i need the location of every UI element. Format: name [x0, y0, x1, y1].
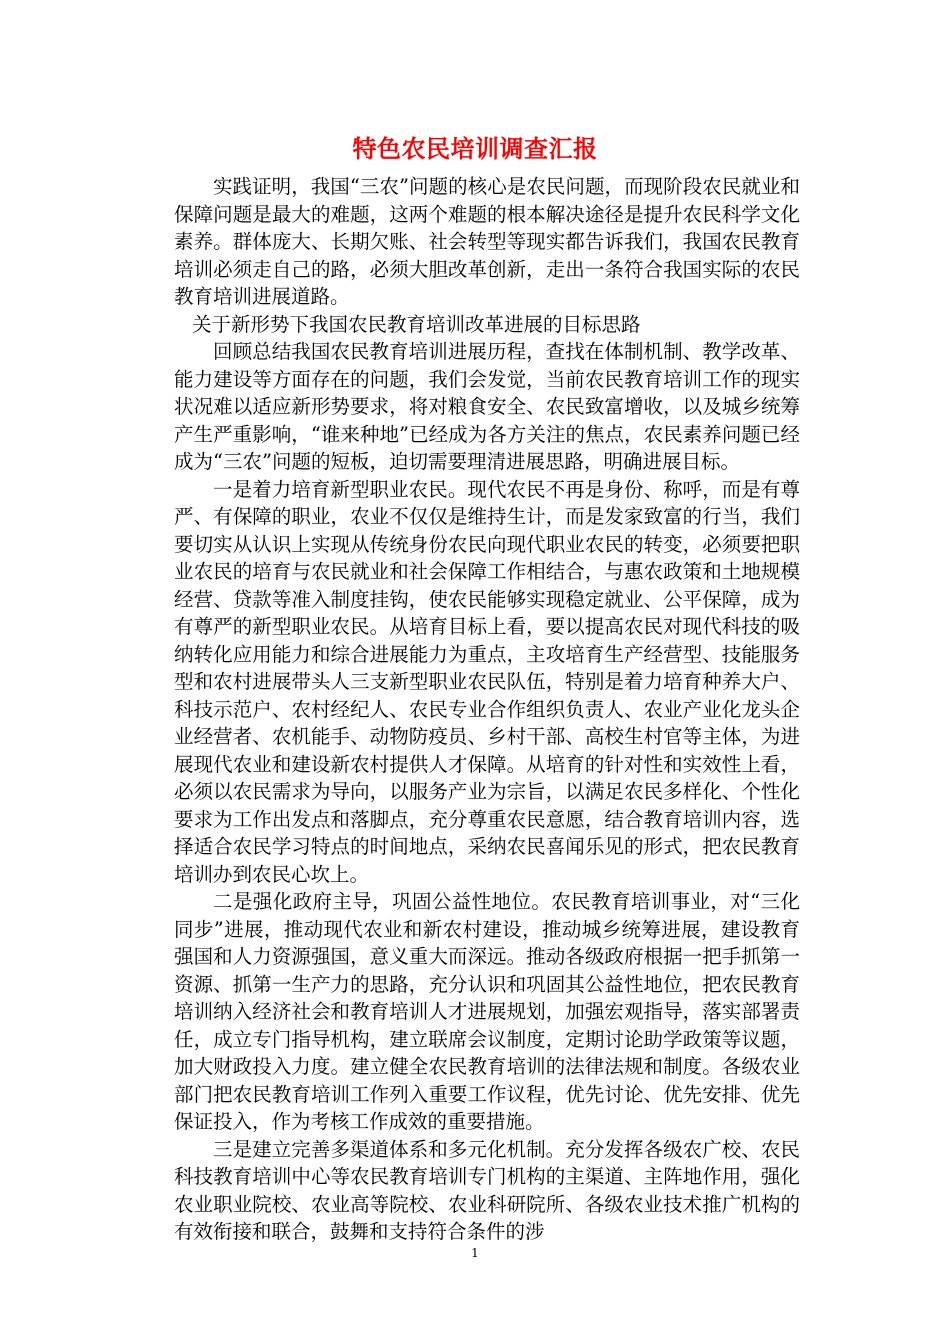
paragraph-point-one: 一是着力培育新型职业农民。现代农民不再是身份、称呼，而是有尊严、有保障的职业，农业不仅仅是维持生计，而是发家致富的行当，我们要切实从认识上实现从传统身份农民向现代职业农民的转变，必须要把职业农民的培育与农民就业和社会保障工作相结合，与惠农政策和土地规模经营、贷款等准入制度挂钩，使农民能够实现稳定就业、公平保障，成为有尊严的新型职业农民。从培育目标上看，要以提高农民对现代科技的吸纳转化应用能力和综合进展能力为重点，主攻培育生产经营型、技能服务型和农村进展带头人三支新型职业农民队伍，特别是着力培育种养大户、科技示范户、农村经纪人、农民专业合作组织负责人、农业产业化龙头企业经营者、农机能手、动物防疫员、乡村干部、高校生村官等主体，为进展现代农业和建设新农村提供人才保障。从培育的针对性和实效性上看，必须以农民需求为导向，以服务产业为宗旨，以满足农民多样化、个性化要求为工作出发点和落脚点，充分尊重农民意愿，结合教育培训内容，选择适合农民学习特点的时间地点，采纳农民喜闻乐见的形式，把农民教育培训办到农民心坎上。: [174, 477, 800, 886]
paragraph-review: 回顾总结我国农民教育培训进展历程，查找在体制机制、教学改革、能力建设等方面存在的问题，我们会发觉，当前农民教育培训工作的现实状况难以适应新形势要求，将对粮食安全、农民致富增收，以及城乡统筹产生严重影响，“谁来种地”已经成为各方关注的焦点，农民素养问题已经成为“三农”问题的短板，迫切需要理清进展思路，明确进展目标。: [174, 340, 800, 473]
paragraph-intro: 实践证明，我国“三农”问题的核心是农民问题，而现阶段农民就业和保障问题是最大的难题，这两个难题的根本解决途径是提升农民科学文化素养。群体庞大、长期欠账、社会转型等现实都告诉我们，我国农民教育培训必须走自己的路，必须大胆改革创新，走出一条符合我国实际的农民教育培训进展道路。: [174, 175, 800, 308]
paragraph-point-two: 二是强化政府主导，巩固公益性地位。农民教育培训事业，对“三化同步”进展，推动现代农业和新农村建设，推动城乡统筹进展，建设教育强国和人力资源强国，意义重大而深远。推动各级政府根据一把手抓第一资源、抓第一生产力的思路，充分认识和巩固其公益性地位，把农民教育培训纳入经济社会和教育培训人才进展规划，加强宏观指导，落实部署责任，成立专门指导机构，建立联席会议制度，定期讨论助学政策等议题，加大财政投入力度。建立健全农民教育培训的法律法规和制度。各级农业部门把农民教育培训工作列入重要工作议程，优先讨论、优先安排、优先保证投入，作为考核工作成效的重要措施。: [174, 890, 800, 1133]
section-heading: 关于新形势下我国农民教育培训改革进展的目标思路: [192, 312, 641, 336]
document-title: 特色农民培训调查汇报: [352, 134, 598, 163]
page-number: 1: [471, 1246, 479, 1260]
document-body: [174, 173, 800, 1246]
paragraph-point-three: 三是建立完善多渠道体系和多元化机制。充分发挥各级农广校、农民科技教育培训中心等农民教育培训专门机构的主渠道、主阵地作用，强化农业职业院校、农业高等院校、农业科研院所、各级农业技术推广机构的有效衔接和联合，鼓舞和支持符合条件的涉: [174, 1137, 800, 1243]
